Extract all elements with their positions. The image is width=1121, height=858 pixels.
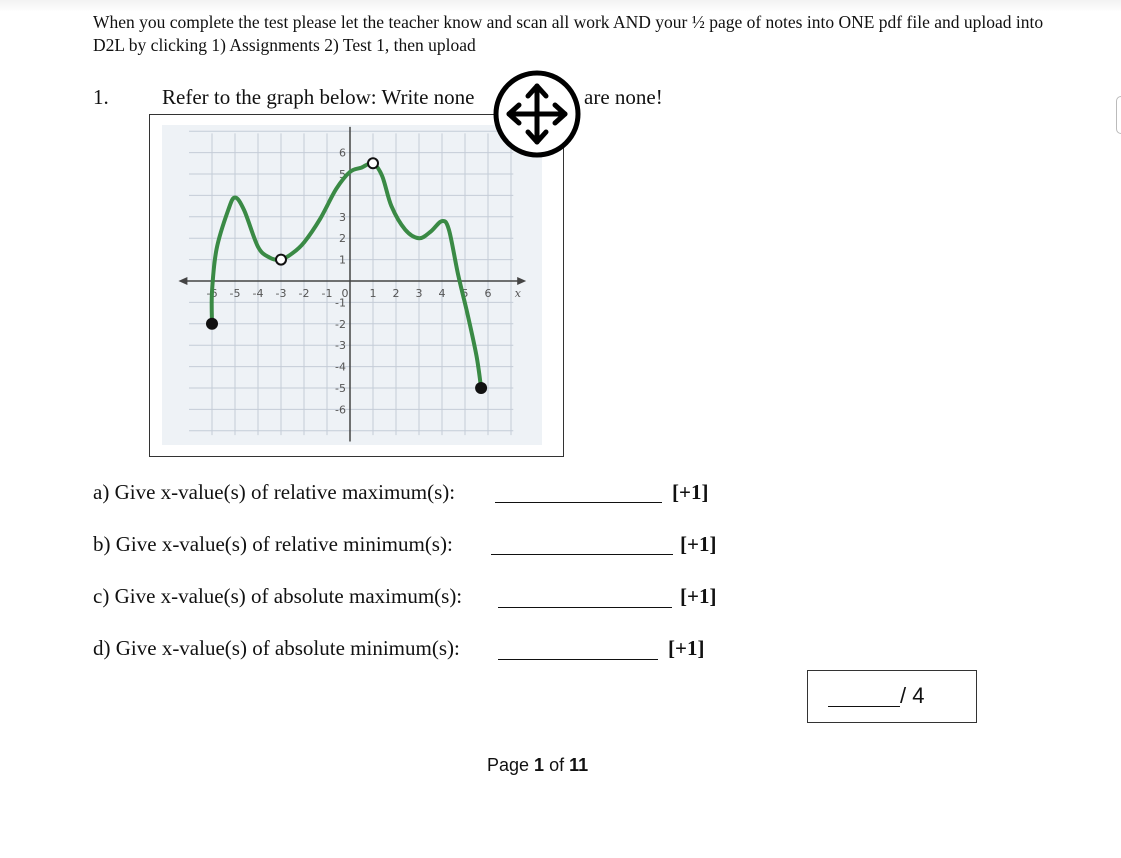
question-prompt-end: are none! [584,85,663,109]
page-indicator [487,755,588,776]
x-axis-label: x [514,287,522,300]
part-d-answer-line[interactable] [498,659,658,660]
question-number: 1. [93,85,109,109]
y-tick-label: -5 [335,382,346,395]
y-tick-label: -6 [335,403,346,417]
x-tick-label: 0 [341,287,349,300]
x-tick-label: 6 [484,287,492,300]
page-of-text: of [544,755,570,775]
move-arrows-icon[interactable] [493,70,581,158]
x-tick-label: 2 [392,287,400,300]
score-total: / 4 [900,683,925,708]
function-graph [150,115,563,456]
y-tick-label: -2 [335,317,346,331]
graph-background [162,125,542,445]
x-tick-label: -1 [321,287,333,300]
x-tick-label: -5 [229,287,241,300]
current-page-number: 1 [534,755,545,775]
x-tick-label: 4 [438,287,446,300]
part-a-points: [+1] [672,480,709,504]
part-c-points: [+1] [680,584,717,608]
question-prompt [162,85,663,110]
closed-endpoint [206,318,218,330]
part-a-question: a) Give x-value(s) of relative maximum(s): [93,480,456,504]
x-tick-label: -3 [275,287,287,300]
score-box [807,670,977,723]
closed-endpoint [475,382,487,394]
page-prefix: Page [487,755,535,775]
open-endpoint [276,255,286,265]
open-endpoint [368,158,378,168]
part-b-answer-line[interactable] [491,554,673,555]
x-tick-label: 3 [415,287,423,300]
instructions-text: When you complete the test please let the teacher know and scan all work AND your ½ page of notes into ONE pdf file and upload into D2L by clicking 1) Assignments 2) Test 1, then upload [93,12,1044,55]
y-tick-label: -3 [335,339,346,353]
total-pages-number: 11 [569,755,589,775]
question-prompt-start: Refer to the graph below: Write none [162,85,475,109]
part-c-question: c) Give x-value(s) of absolute maximum(s): [93,584,463,608]
y-tick-label: 5 [339,168,346,181]
part-a-answer-line[interactable] [495,502,662,503]
part-b-points: [+1] [680,532,717,556]
y-tick-label: -4 [335,360,346,374]
part-d-question: d) Give x-value(s) of absolute minimum(s): [93,636,460,660]
x-tick-label: -4 [252,287,264,300]
y-tick-label: 2 [339,232,346,246]
part-b-question: b) Give x-value(s) of relative minimum(s): [93,532,453,556]
y-tick-label: 3 [339,210,346,224]
x-tick-label: 1 [369,287,377,300]
y-tick-label: 1 [339,253,346,267]
y-tick-label: -1 [335,296,346,310]
x-tick-label: -6 [206,287,218,300]
graph-image[interactable] [149,114,564,457]
x-tick-label: -2 [298,287,310,300]
x-tick-label: 5 [461,287,469,300]
y-tick-label: 6 [339,146,346,160]
score-blank-line[interactable] [828,706,900,707]
side-panel-tab[interactable] [1116,96,1121,134]
part-c-answer-line[interactable] [498,607,672,608]
part-d-points: [+1] [668,636,705,660]
